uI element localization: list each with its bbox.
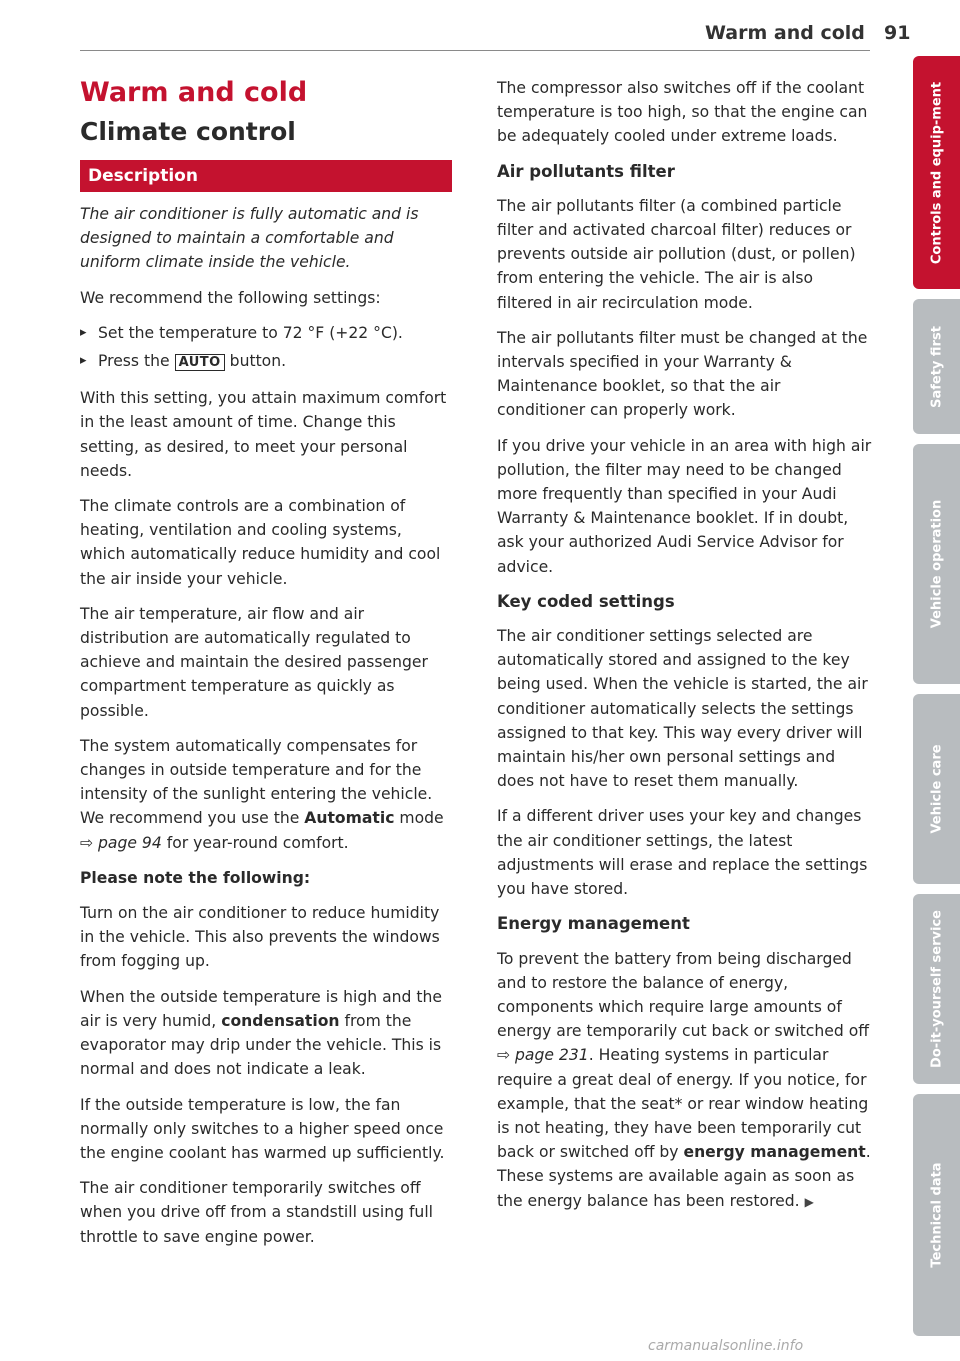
paragraph-condensation <box>80 985 452 1082</box>
tab-label: Vehicle operation <box>929 499 944 629</box>
subheading-filter: Air pollutants filter <box>497 161 675 181</box>
left-column <box>80 70 452 1260</box>
paragraph-energy <box>497 947 872 1214</box>
paragraph: If the outside temperature is low, the fan normally only switches to a higher speed once the engine coolant has warmed up sufficiently. <box>80 1095 445 1162</box>
bold-term: energy management <box>683 1143 866 1162</box>
paragraph: The climate controls are a combination of heating, ventilation and cooling systems, which automatically reduce humidity and cool the air inside your vehicle. <box>80 497 441 588</box>
paragraph: If you drive your vehicle in an area with high air pollution, the filter may need to be changed more frequently than specified in your Audi Warranty & Maintenance booklet. If in doubt, ask your authorized Audi Service Advisor for advice. <box>497 436 872 576</box>
bold-term: condensation <box>221 1011 340 1030</box>
right-column <box>497 76 872 1225</box>
text: When the outside temperature is high and the air is very humid, <box>80 987 442 1030</box>
text: The system automatically compensates for changes in outside temperature and for the intensity of the sunlight entering the vehicle. We recommend you use the <box>80 736 433 828</box>
tab-do-it-yourself-service[interactable] <box>913 894 960 1084</box>
paragraph: The air conditioner settings selected are automatically stored and assigned to the key being used. When the vehicle is started, the air conditioner automatically selects the settings assigned to that key. This way every driver will maintain his/her own personal settings and does not have to reset them manually. <box>497 627 868 791</box>
text: from the evaporator may drip under the vehicle. This is normal and does not indicate a leak. <box>80 1011 442 1079</box>
tab-vehicle-operation[interactable] <box>913 444 960 684</box>
note-heading: Please note the following: <box>80 868 311 887</box>
paragraph: With this setting, you attain maximum comfort in the least amount of time. Change this setting, as desired, to meet your personal needs. <box>80 389 447 480</box>
text: mode <box>399 809 444 828</box>
paragraph: The air pollutants filter must be changed at the intervals specified in your Warranty & Maintenance booklet, so that the air conditioner can properly work. <box>497 328 868 420</box>
paragraph: The air temperature, air flow and air distribution are automatically regulated to achieve and maintain the desired passenger compartment temperature as quickly as possible. <box>80 604 428 720</box>
continue-arrow-icon: ▶ <box>804 1194 814 1209</box>
section-title: Climate control <box>80 117 296 146</box>
bold-term: Automatic <box>304 809 395 828</box>
text: for year-round comfort. <box>166 833 349 852</box>
tab-label: Vehicle care <box>929 744 944 834</box>
tab-controls-and-equipment[interactable] <box>913 56 960 289</box>
tab-label: Do-it-yourself service <box>929 910 944 1068</box>
paragraph: The air pollutants filter (a combined particle filter and activated charcoal filter) reduces or prevents outside air pollution (dust, or pollen) from entering the vehicle. The air is also filtered in air recirculation mode. <box>497 196 856 312</box>
page-number: 91 <box>884 22 911 44</box>
tab-technical-data[interactable] <box>913 1094 960 1336</box>
text: . Heating systems in particular require a great deal of energy. If you notice, for example, that the seat* or rear window heating is not heating, they have been temporarily cut back or switched off by <box>497 1046 869 1162</box>
chapter-title: Warm and cold <box>80 77 308 108</box>
paragraph: Turn on the air conditioner to reduce humidity in the vehicle. This also prevents the windows from fogging up. <box>80 904 440 971</box>
header-rule <box>80 50 870 51</box>
tab-label: Safety first <box>929 325 944 408</box>
bullet-auto-pre: Press the <box>98 352 170 371</box>
text: To prevent the battery from being discharged and to restore the balance of energy, components which require large amounts of energy are temporarily cut back or switched off <box>497 949 869 1041</box>
page-reference-link[interactable]: ⇨ page 94 <box>80 833 162 852</box>
subheading-key-coded: Key coded settings <box>497 591 675 611</box>
bullet-auto-post: button. <box>229 352 287 371</box>
auto-key-label: AUTO <box>175 354 225 371</box>
paragraph: The air conditioner temporarily switches off when you drive off from a standstill using full throttle to save engine power. <box>80 1179 433 1246</box>
bullet-temperature: ▸ Set the temperature to 72 °F (+22 °C). <box>80 321 452 345</box>
tab-label: Controls and equip-ment <box>929 81 944 264</box>
tab-safety-first[interactable] <box>913 299 960 434</box>
running-header-title: Warm and cold <box>705 22 865 44</box>
bullet-auto <box>80 349 452 375</box>
text: . These systems are available again as soon as the energy balance has been restored. <box>497 1143 871 1210</box>
intro-paragraph: The air conditioner is fully automatic and is designed to maintain a comfortable and uniform climate inside the vehicle. <box>80 205 419 272</box>
page-reference-link[interactable]: ⇨ page 231 <box>497 1046 589 1065</box>
watermark-footer: carmanualsonline.info <box>648 1338 804 1354</box>
recommend-text: We recommend the following settings: <box>80 288 381 307</box>
paragraph: If a different driver uses your key and changes the air conditioner settings, the latest adjustments will erase and replace the settings you have stored. <box>497 807 868 899</box>
tab-vehicle-care[interactable] <box>913 694 960 884</box>
paragraph: The compressor also switches off if the coolant temperature is too high, so that the engine can be adequately cooled under extreme loads. <box>497 79 868 146</box>
description-banner: Description <box>80 160 452 192</box>
subheading-energy: Energy management <box>497 914 690 934</box>
tab-label: Technical data <box>929 1162 944 1268</box>
paragraph-automatic <box>80 734 452 855</box>
